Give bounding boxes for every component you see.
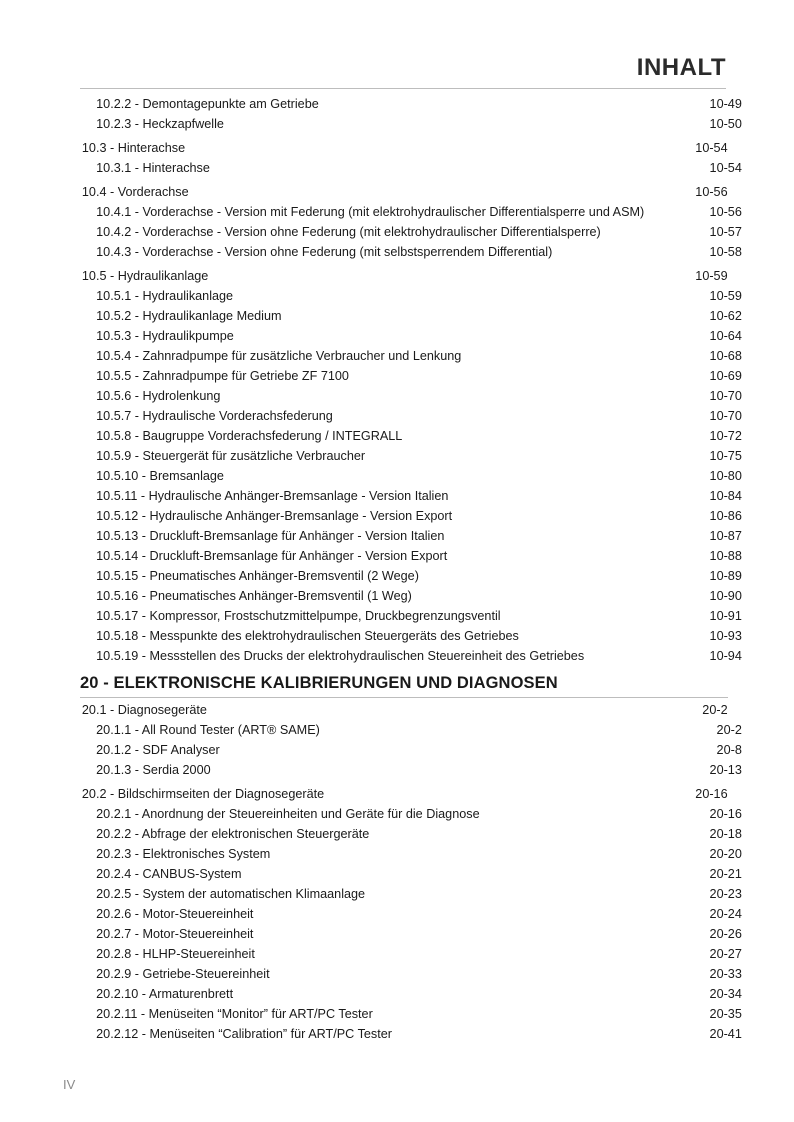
toc-entry-title: 10.5.6 - Hydrolenkung: [96, 388, 221, 403]
toc-page-number: 10-89: [709, 568, 742, 583]
toc-entry-title: 10.4.2 - Vorderachse - Version ohne Federung (mit elektrohydraulischer Differentialsperre): [96, 224, 601, 239]
toc-entry-title: 20.2.2 - Abfrage der elektronischen Steuergeräte: [96, 826, 370, 841]
toc-subsection-entry[interactable]: [80, 984, 744, 1004]
toc-subsection-entry[interactable]: [80, 158, 744, 178]
toc-page-number: 10-56: [695, 184, 728, 199]
toc-entry-title: 10.5.10 - Bremsanlage: [96, 468, 224, 483]
toc-page-number: 20-34: [709, 986, 742, 1001]
toc-page-number: 10-91: [709, 608, 742, 623]
toc-subsection-entry[interactable]: [80, 286, 744, 306]
toc-entry-title: 10.5.7 - Hydraulische Vorderachsfederung: [96, 408, 333, 423]
toc-page-number: 20-23: [709, 886, 742, 901]
toc-entry-title: 20.1.1 - All Round Tester (ART® SAME): [96, 722, 320, 737]
toc-subsection-entry[interactable]: [80, 306, 744, 326]
toc-page-number: 10-56: [709, 204, 742, 219]
toc-subsection-entry[interactable]: [80, 964, 744, 984]
toc-subsection-entry[interactable]: [80, 760, 744, 780]
toc-subsection-entry[interactable]: [80, 346, 744, 366]
toc-subsection-entry[interactable]: [80, 426, 744, 446]
table-of-contents: [80, 94, 742, 1044]
toc-subsection-entry[interactable]: [80, 486, 744, 506]
toc-entry-title: 10.5.12 - Hydraulische Anhänger-Bremsanlage - Version Export: [96, 508, 453, 523]
toc-entry-title: 20.1 - Diagnosegeräte: [81, 702, 207, 717]
toc-page-number: 20-8: [716, 742, 742, 757]
toc-page-number: 10-69: [709, 368, 742, 383]
toc-subsection-entry[interactable]: [80, 904, 744, 924]
toc-entry-title: 10.5.19 - Messstellen des Drucks der elektrohydraulischen Steuereinheit des Getriebes: [96, 648, 585, 663]
page-title: INHALT: [636, 54, 726, 81]
toc-entry-title: 10.5.9 - Steuergerät für zusätzliche Verbraucher: [96, 448, 366, 463]
toc-page-number: 20-16: [695, 786, 728, 801]
toc-entry-title: 10.5.1 - Hydraulikanlage: [96, 288, 234, 303]
toc-subsection-entry[interactable]: [80, 242, 744, 262]
toc-page-number: 10-70: [709, 408, 742, 423]
toc-entry-title: 10.4.1 - Vorderachse - Version mit Federung (mit elektrohydraulischer Differentialsperre und ASM): [96, 204, 645, 219]
toc-subsection-entry[interactable]: [80, 646, 744, 666]
toc-entry-title: 10.4.3 - Vorderachse - Version ohne Federung (mit selbstsperrendem Differential): [96, 244, 553, 259]
toc-page-number: 10-70: [709, 388, 742, 403]
toc-subsection-entry[interactable]: [80, 326, 744, 346]
toc-page-number: 20-33: [709, 966, 742, 981]
toc-entry-title: 20.2.11 - Menüseiten “Monitor” für ART/PC Tester: [96, 1006, 373, 1021]
toc-subsection-entry[interactable]: [80, 804, 744, 824]
toc-section-entry[interactable]: [80, 784, 730, 804]
toc-subsection-entry[interactable]: [80, 366, 744, 386]
toc-page-number: 10-94: [709, 648, 742, 663]
toc-subsection-entry[interactable]: [80, 94, 744, 114]
toc-page-number: 10-58: [709, 244, 742, 259]
toc-subsection-entry[interactable]: [80, 546, 744, 566]
toc-entry-title: 10.5.14 - Druckluft-Bremsanlage für Anhänger - Version Export: [96, 548, 448, 563]
toc-subsection-entry[interactable]: [80, 824, 744, 844]
toc-page-number: 20-21: [709, 866, 742, 881]
toc-subsection-entry[interactable]: [80, 586, 744, 606]
toc-page-number: 20-26: [709, 926, 742, 941]
toc-entry-title: 10.5.3 - Hydraulikpumpe: [96, 328, 234, 343]
toc-entry-title: 10.5.15 - Pneumatisches Anhänger-Bremsventil (2 Wege): [96, 568, 419, 583]
toc-entry-title: 10.5 - Hydraulikanlage: [81, 268, 209, 283]
toc-subsection-entry[interactable]: [80, 740, 744, 760]
toc-page-number: 20-24: [709, 906, 742, 921]
toc-subsection-entry[interactable]: [80, 884, 744, 904]
toc-subsection-entry[interactable]: [80, 844, 744, 864]
toc-page-number: 10-88: [709, 548, 742, 563]
toc-section-entry[interactable]: [80, 138, 730, 158]
toc-entry-title: 10.3.1 - Hinterachse: [96, 160, 210, 175]
toc-entry-title: 10.5.4 - Zahnradpumpe für zusätzliche Verbraucher und Lenkung: [96, 348, 462, 363]
toc-page-number: 10-64: [709, 328, 742, 343]
toc-subsection-entry[interactable]: [80, 386, 744, 406]
toc-entry-title: 20.1.3 - Serdia 2000: [96, 762, 211, 777]
toc-page-number: 20-2: [716, 722, 742, 737]
toc-page-number: 10-54: [695, 140, 728, 155]
toc-page-number: 20-13: [709, 762, 742, 777]
toc-page-number: 10-59: [695, 268, 728, 283]
toc-entry-title: 10.5.2 - Hydraulikanlage Medium: [96, 308, 282, 323]
toc-subsection-entry[interactable]: [80, 1004, 744, 1024]
toc-entry-title: 10.2.3 - Heckzapfwelle: [96, 116, 224, 131]
toc-subsection-entry[interactable]: [80, 924, 744, 944]
toc-entry-title: 20.2.5 - System der automatischen Klimaanlage: [96, 886, 366, 901]
toc-entry-title: 10.2.2 - Demontagepunkte am Getriebe: [96, 96, 319, 111]
toc-page-number: 20-41: [709, 1026, 742, 1041]
toc-page-number: 20-16: [709, 806, 742, 821]
chapter-20-list: [80, 700, 742, 1044]
toc-subsection-entry[interactable]: [80, 720, 744, 740]
toc-subsection-entry[interactable]: [80, 626, 744, 646]
toc-entry-title: 10.5.16 - Pneumatisches Anhänger-Bremsventil (1 Weg): [96, 588, 412, 603]
toc-subsection-entry[interactable]: [80, 566, 744, 586]
toc-entry-title: 10.5.5 - Zahnradpumpe für Getriebe ZF 7100: [96, 368, 349, 383]
toc-entry-title: 20.2.3 - Elektronisches System: [96, 846, 271, 861]
toc-page-number: 10-84: [709, 488, 742, 503]
page-number: IV: [63, 1077, 76, 1092]
toc-entry-title: 20.2.9 - Getriebe-Steuereinheit: [96, 966, 270, 981]
toc-entry-title: 20.2.4 - CANBUS-System: [96, 866, 242, 881]
toc-subsection-entry[interactable]: [80, 406, 744, 426]
toc-subsection-entry[interactable]: [80, 222, 744, 242]
toc-page-number: 10-93: [709, 628, 742, 643]
toc-section-entry[interactable]: [80, 266, 730, 286]
toc-page-number: 10-54: [709, 160, 742, 175]
toc-entry-title: 20.2.1 - Anordnung der Steuereinheiten und Geräte für die Diagnose: [96, 806, 480, 821]
toc-entry-title: 10.5.13 - Druckluft-Bremsanlage für Anhänger - Version Italien: [96, 528, 445, 543]
toc-page-number: 10-50: [709, 116, 742, 131]
toc-page-number: 20-27: [709, 946, 742, 961]
toc-entry-title: 20.2.7 - Motor-Steuereinheit: [96, 926, 254, 941]
toc-page-number: 10-59: [709, 288, 742, 303]
toc-page-number: 20-35: [709, 1006, 742, 1021]
toc-page-number: 10-75: [709, 448, 742, 463]
toc-section-entry[interactable]: [80, 182, 730, 202]
toc-section-entry[interactable]: [80, 700, 730, 720]
toc-page-number: 10-72: [709, 428, 742, 443]
toc-page-number: 20-18: [709, 826, 742, 841]
toc-entry-title: 10.5.11 - Hydraulische Anhänger-Bremsanlage - Version Italien: [96, 488, 449, 503]
toc-page-number: 10-49: [709, 96, 742, 111]
toc-subsection-entry[interactable]: [80, 114, 744, 134]
toc-entry-title: 20.2.12 - Menüseiten “Calibration” für ART/PC Tester: [96, 1026, 392, 1041]
toc-subsection-entry[interactable]: [80, 506, 744, 526]
toc-page-number: 10-57: [709, 224, 742, 239]
toc-entry-title: 10.3 - Hinterachse: [81, 140, 186, 155]
toc-entry-title: 10.5.17 - Kompressor, Frostschutzmittelpumpe, Druckbegrenzungsventil: [96, 608, 501, 623]
toc-page-number: 10-62: [709, 308, 742, 323]
toc-entry-title: 20.2.10 - Armaturenbrett: [96, 986, 234, 1001]
toc-entry-title: 20.2 - Bildschirmseiten der Diagnosegeräte: [81, 786, 325, 801]
chapter-divider: [80, 697, 728, 698]
toc-page-number: 10-86: [709, 508, 742, 523]
toc-subsection-entry[interactable]: [80, 446, 744, 466]
toc-entry-title: 10.5.8 - Baugruppe Vorderachsfederung / INTEGRALL: [96, 428, 403, 443]
toc-page-number: 20-2: [702, 702, 728, 717]
toc-subsection-entry[interactable]: [80, 526, 744, 546]
toc-subsection-entry[interactable]: [80, 864, 744, 884]
chapter-20-heading: 20 - ELEKTRONISCHE KALIBRIERUNGEN UND DIAGNOSEN: [80, 674, 558, 692]
toc-subsection-entry[interactable]: [80, 944, 744, 964]
toc-page-number: 10-68: [709, 348, 742, 363]
toc-page-number: 10-87: [709, 528, 742, 543]
toc-page-number: 10-80: [709, 468, 742, 483]
toc-subsection-entry[interactable]: [80, 1024, 744, 1044]
toc-subsection-entry[interactable]: [80, 606, 744, 626]
title-divider: [80, 88, 726, 89]
section-10-list: [80, 94, 742, 666]
toc-subsection-entry[interactable]: [80, 202, 744, 222]
toc-entry-title: 20.1.2 - SDF Analyser: [96, 742, 220, 757]
toc-entry-title: 20.2.8 - HLHP-Steuereinheit: [96, 946, 255, 961]
toc-entry-title: 10.5.18 - Messpunkte des elektrohydraulischen Steuergeräts des Getriebes: [96, 628, 519, 643]
toc-page-number: 10-90: [709, 588, 742, 603]
toc-entry-title: 10.4 - Vorderachse: [81, 184, 189, 199]
toc-subsection-entry[interactable]: [80, 466, 744, 486]
toc-entry-title: 20.2.6 - Motor-Steuereinheit: [96, 906, 254, 921]
toc-page-number: 20-20: [709, 846, 742, 861]
